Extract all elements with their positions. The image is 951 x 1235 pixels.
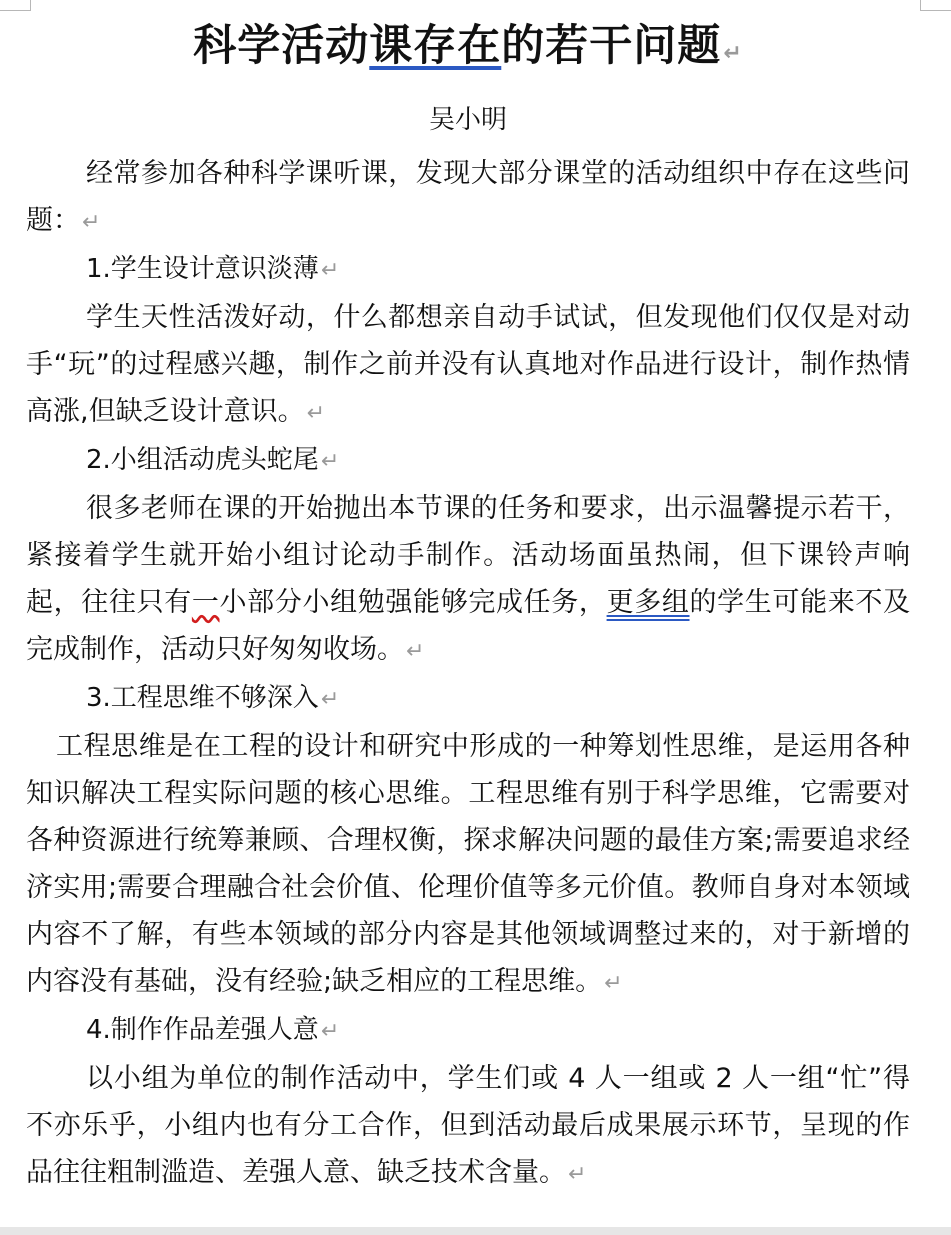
section-body-3	[26, 723, 910, 1007]
intro-paragraph	[26, 150, 910, 246]
paragraph-mark-icon: ↵	[320, 258, 340, 283]
grammar-flagged-text[interactable]: 更多组	[606, 587, 690, 618]
document-title	[26, 14, 910, 86]
document-page[interactable]	[26, 14, 910, 1198]
section-heading-4	[26, 1007, 910, 1055]
section-body-text: 很多老师在课的开始抛出本节课的任务和要求，出示温馨提示若干，紧接着学生就开始小组讨论动手制作。活动场面虽热闹，但下课铃声响起，往往只有	[26, 493, 910, 618]
section-body-text: 以小组为单位的制作活动中，学生们或 4 人一组或 2 人一组“忙”得不亦乐乎，小组内也有分工合作，但到活动最后成果展示环节，呈现的作品往往粗制滥造、差强人意、缺乏技术含量。	[26, 1063, 910, 1188]
section-body-text: 小部分小组勉强能够完成任务，	[219, 587, 607, 618]
section-body-2	[26, 485, 910, 675]
paragraph-mark-icon: ↵	[568, 1162, 587, 1187]
section-heading-2	[26, 437, 910, 485]
section-heading-text: 4.制作作品差强人意	[86, 1015, 319, 1045]
paragraph-mark-icon: ↵	[723, 41, 743, 66]
section-heading-3	[26, 675, 910, 723]
section-body-text: 学生天性活泼好动，什么都想亲自动手试试，但发现他们仅仅是对动手“玩”的过程感兴趣，制作之前并没有认真地对作品进行设计，制作热情高涨,但缺乏设计意识。	[26, 302, 910, 427]
section-heading-1	[26, 246, 910, 294]
author-name	[26, 102, 910, 138]
page-corner-mark-right	[920, 0, 951, 11]
section-body-text: 工程思维是在工程的设计和研究中形成的一种筹划性思维，是运用各种知识解决工程实际问题的核心思维。工程思维有别于科学思维，它需要对各种资源进行统筹兼顾、合理权衡，探求解决问题的最佳方案;需要追求经济实用;需要合理融合社会价值、伦理价值等多元价值。教师自身对本领域内容不了解，有些本领域的部分内容是其他领域调整过来的，对于新增的内容没有基础，没有经验;缺乏相应的工程思维。	[26, 731, 910, 997]
paragraph-mark-icon: ↵	[604, 971, 623, 996]
paragraph-mark-icon: ↵	[82, 210, 101, 235]
paragraph-mark-icon: ↵	[320, 687, 340, 712]
title-part-1: 科学活动	[193, 21, 370, 71]
title-part-3: 的若干问题	[501, 21, 722, 71]
section-body-1	[26, 294, 910, 437]
section-heading-text: 1.学生设计意识淡薄	[86, 254, 319, 284]
paragraph-mark-icon: ↵	[320, 449, 340, 474]
section-body-text: 的学生可能来不及完成制作，活动只好匆匆收场。	[26, 587, 911, 665]
page-bottom-edge	[0, 1227, 951, 1235]
section-heading-text: 3.工程思维不够深入	[86, 683, 319, 713]
title-part-underlined: 课存在	[369, 21, 502, 71]
spellcheck-flagged-text[interactable]: 一	[191, 587, 220, 618]
paragraph-mark-icon: ↵	[306, 401, 326, 426]
author-text: 吴小明	[428, 105, 507, 135]
page-corner-mark-left	[0, 0, 31, 11]
paragraph-mark-icon: ↵	[406, 639, 425, 664]
paragraph-mark-icon: ↵	[320, 1019, 340, 1044]
section-body-4	[26, 1055, 910, 1198]
intro-text: 经常参加各种科学课听课，发现大部分课堂的活动组织中存在这些问题：	[26, 158, 910, 236]
section-heading-text: 2.小组活动虎头蛇尾	[86, 445, 319, 475]
